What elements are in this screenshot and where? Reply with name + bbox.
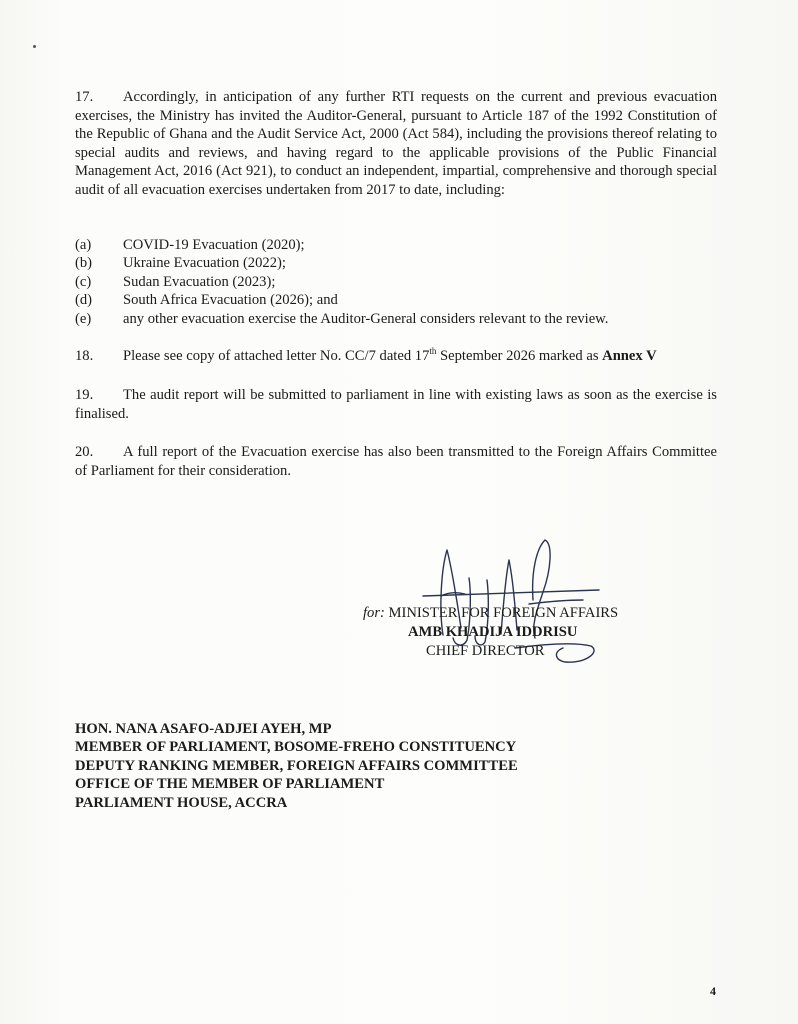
- paragraph-text-start: Please see copy of attached letter No. CC/7 dated 17: [123, 348, 430, 364]
- paragraph-number: 20.: [75, 444, 94, 460]
- addressee-line: OFFICE OF THE MEMBER OF PARLIAMENT: [75, 776, 385, 793]
- list-item: [75, 236, 717, 254]
- list-item-label: (a): [75, 237, 92, 253]
- list-item-text: South Africa Evacuation (2026); and: [123, 292, 338, 309]
- paragraph-text: The audit report will be submitted to parliament in line with existing laws as soon as the exercise is finalised.: [75, 387, 717, 422]
- signature-block: [300, 530, 720, 680]
- annex-reference: Annex V: [602, 348, 657, 364]
- paragraph-text-end: September 2026 marked as: [436, 348, 603, 364]
- evacuation-list: [75, 236, 717, 328]
- list-item-label: (c): [75, 273, 92, 290]
- paragraph-20: [75, 443, 717, 480]
- list-item-text: COVID-19 Evacuation (2020);: [123, 237, 305, 253]
- ordinal-suffix: th: [429, 346, 437, 357]
- list-item-label: (b): [75, 255, 93, 272]
- list-item-label: (d): [75, 292, 93, 309]
- paragraph-number: 19.: [75, 387, 94, 403]
- signatory-name: AMB KHADIJA IDDRISU: [408, 624, 578, 640]
- paragraph-text: A full report of the Evacuation exercise has also been transmitted to the Foreign Affairs Committee of Parliament for their consideration.: [75, 444, 717, 479]
- scan-speck: [33, 45, 36, 48]
- paragraph-18: [75, 347, 717, 366]
- for-label: for:: [363, 605, 385, 621]
- signatory-on-behalf: [363, 604, 618, 622]
- list-item: [75, 273, 717, 291]
- addressee-line: PARLIAMENT HOUSE, ACCRA: [75, 794, 288, 811]
- paragraph-19: [75, 386, 717, 423]
- list-item-text: Ukraine Evacuation (2022);: [123, 255, 286, 272]
- paragraph-text: Accordingly, in anticipation of any further RTI requests on the current and previous evacuation exercises, the Ministry has invited the Auditor-General, pursuant to Article 187 of the 1992 Constitution of the Republic of Ghana and the Audit Service Act, 2000 (Act 584), including the provisions thereof relating to special audits and reviews, and having regard to the applicable provisions of the Public Financial Management Act, 2016 (Act 921), to conduct an independent, impartial, comprehensive and thorough special audit of all evacuation exercises undertaken from 2017 to date, including:: [75, 89, 717, 198]
- minister-title: MINISTER FOR FOREIGN AFFAIRS: [384, 605, 619, 621]
- list-item: [75, 291, 717, 309]
- list-item-label: (e): [75, 310, 92, 327]
- list-item-text: Sudan Evacuation (2023);: [123, 273, 276, 290]
- addressee-line: MEMBER OF PARLIAMENT, BOSOME-FREHO CONSTITUENCY: [75, 739, 517, 756]
- page-number: 4: [710, 984, 716, 998]
- signatory-title: CHIEF DIRECTOR: [426, 643, 545, 659]
- paragraph-17: [75, 88, 717, 200]
- list-item: [75, 254, 717, 272]
- paragraph-number: 18.: [75, 348, 94, 364]
- paragraph-number: 17.: [75, 89, 94, 105]
- addressee-line: DEPUTY RANKING MEMBER, FOREIGN AFFAIRS COMMITTEE: [75, 757, 518, 774]
- addressee-block: [75, 720, 518, 812]
- list-item-text: any other evacuation exercise the Auditor-General considers relevant to the review.: [123, 310, 609, 327]
- list-item: [75, 310, 717, 328]
- addressee-line: HON. NANA ASAFO-ADJEI AYEH, MP: [75, 721, 332, 737]
